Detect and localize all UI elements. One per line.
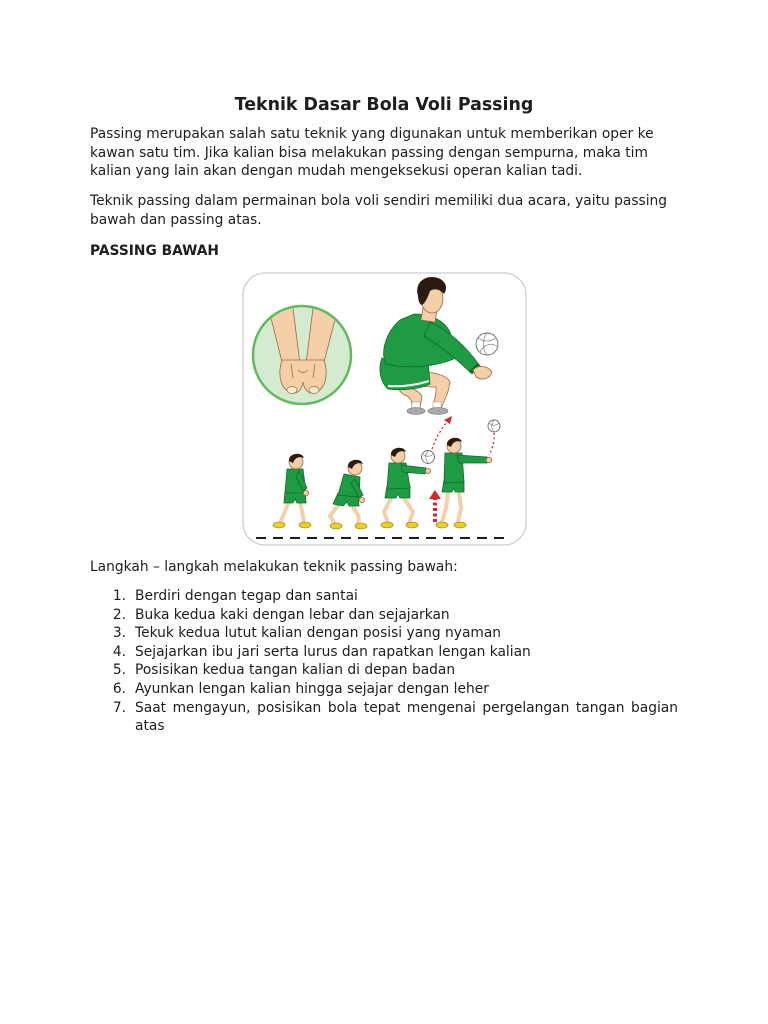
player-1-hand <box>303 490 308 495</box>
player-sock <box>433 402 441 408</box>
player-shoe <box>407 408 425 415</box>
list-item <box>100 587 690 606</box>
paragraph-line: bawah dan passing atas. <box>90 211 262 228</box>
list-item-text: Buka kedua kaki dengan lebar dan sejajarkan <box>135 606 450 623</box>
list-item-text: Sejajarkan ibu jari serta lurus dan rapatkan lengan kalian <box>135 643 531 660</box>
volleyball-large-body <box>476 333 498 355</box>
list-item-number: 1. <box>112 588 126 604</box>
paragraph-line: Teknik passing dalam permainan bola voli sendiri memiliki dua acara, yaitu passing <box>90 193 668 209</box>
steps-intro-text: Langkah – langkah melakukan teknik passing bawah: <box>90 559 458 575</box>
steps-list <box>100 587 690 736</box>
player-4-hand <box>486 457 492 463</box>
list-item-number: 7. <box>112 699 126 716</box>
player-3-hand <box>425 468 430 473</box>
player-4-shoe <box>436 522 448 528</box>
player-3-shoe <box>381 522 393 528</box>
intro-paragraph <box>90 125 710 181</box>
player-shoe <box>428 408 448 415</box>
list-item-number: 6. <box>112 680 126 697</box>
page-title: Teknik Dasar Bola Voli Passing <box>234 95 534 115</box>
player-1-shoe <box>299 522 311 528</box>
inset-circle <box>253 306 351 404</box>
types-paragraph <box>90 192 710 229</box>
player-2-shoe <box>355 523 367 529</box>
left-thumb <box>287 387 297 394</box>
paragraph-line: Passing merupakan salah satu teknik yang digunakan untuk memberikan oper ke <box>90 126 654 142</box>
section-heading <box>90 242 710 261</box>
illustration-svg <box>242 272 527 546</box>
list-item-text: Ayunkan lengan kalian hingga sejajar dengan leher <box>135 680 489 697</box>
paragraph-line: kawan satu tim. Jika kalian bisa melakukan passing dengan sempurna, maka tim <box>90 144 648 161</box>
list-item-text: Posisikan kedua tangan kalian di depan badan <box>135 662 456 679</box>
steps-intro <box>90 558 710 577</box>
list-item <box>100 624 690 643</box>
player-sock <box>412 402 420 408</box>
player-2-hand <box>359 497 364 502</box>
volleyball-small-4-body <box>488 420 500 432</box>
list-item <box>100 680 690 699</box>
list-item-text: Berdiri dengan tegap dan santai <box>135 588 358 604</box>
volleyball-small-3-body <box>422 451 435 464</box>
paragraph-line: kalian yang lain akan dengan mudah mengeksekusi operan kalian tadi. <box>90 163 583 180</box>
player-4-shoe <box>454 522 466 528</box>
list-item-number: 5. <box>112 662 126 679</box>
player-2-shoe <box>330 523 342 529</box>
list-item <box>100 643 690 662</box>
list-item-number: 2. <box>112 606 126 623</box>
section-heading-text: PASSING BAWAH <box>90 243 219 259</box>
list-item-number: 4. <box>112 643 126 660</box>
volleyball-large <box>476 333 498 355</box>
volleyball-small-4 <box>488 420 500 432</box>
right-thumb <box>309 387 319 394</box>
list-item-text: Tekuk kedua lutut kalian dengan posisi yang nyaman <box>135 625 502 642</box>
list-item-text: Saat mengayun, posisikan bola tepat mengenai pergelangan tangan bagian <box>135 699 678 716</box>
volleyball-small-3 <box>422 451 435 464</box>
player-3-shoe <box>406 522 418 528</box>
passing-bawah-illustration <box>242 272 527 546</box>
player-1-shoe <box>273 522 285 528</box>
list-item <box>100 699 690 736</box>
list-item <box>100 661 690 680</box>
list-item <box>100 606 690 625</box>
list-item-text-continued: atas <box>135 718 165 735</box>
list-item-number: 3. <box>112 625 126 642</box>
